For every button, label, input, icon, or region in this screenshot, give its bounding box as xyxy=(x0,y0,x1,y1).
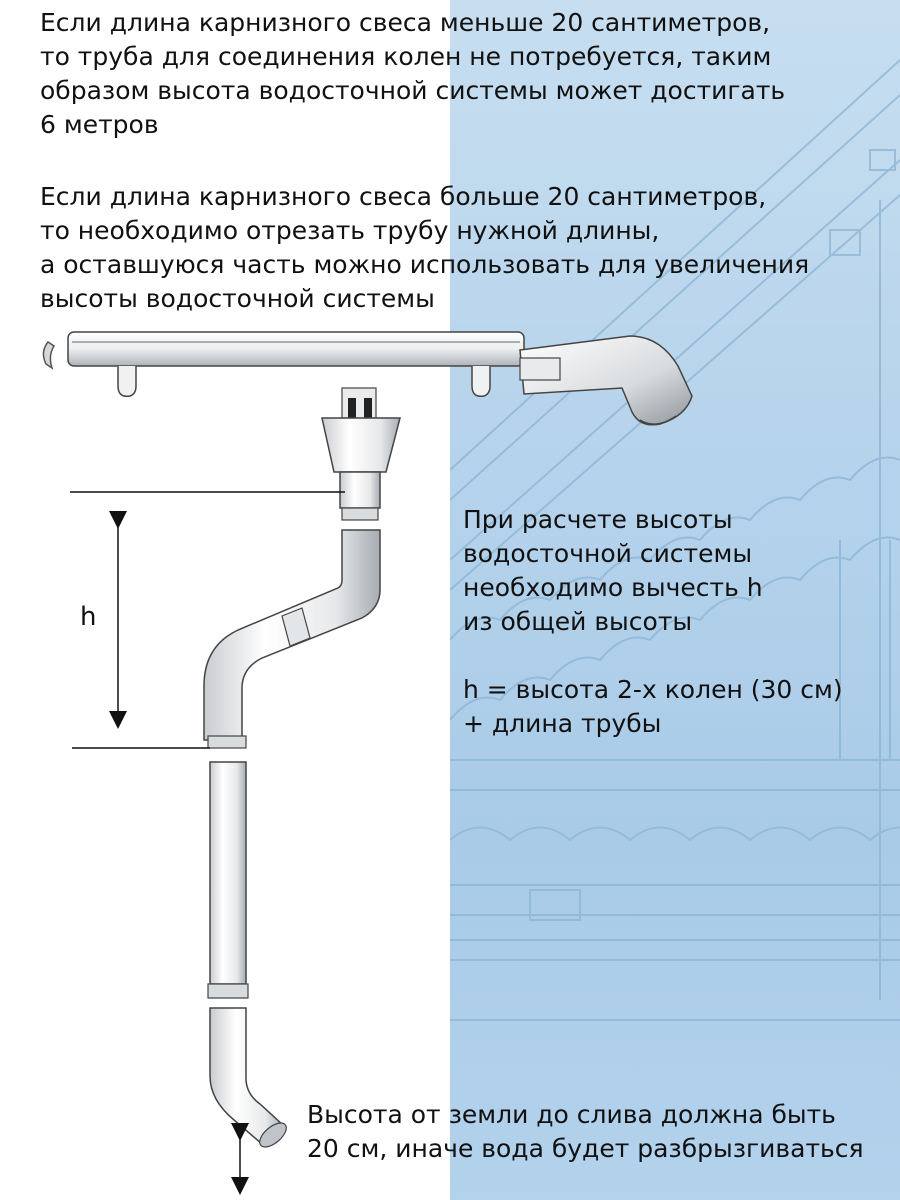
downpipe xyxy=(208,762,248,998)
formula-line: + длина трубы xyxy=(463,709,662,738)
text-line: 20 см, иначе вода будет разбрызгиваться xyxy=(307,1134,864,1163)
formula-line: h = высота 2-х колен (30 см) xyxy=(463,675,843,704)
top-paragraph-1 xyxy=(40,6,785,142)
text-line: то необходимо отрезать трубу нужной длины, xyxy=(40,216,660,245)
bottom-outlet xyxy=(210,1008,290,1151)
top-paragraph-2 xyxy=(40,180,809,316)
text-line: высоты водосточной системы xyxy=(40,284,435,313)
middle-note xyxy=(463,503,843,741)
text-line: При расчете высоты xyxy=(463,505,733,534)
text-line: а оставшуюся часть можно использовать для увеличения xyxy=(40,250,810,279)
offset-pipe xyxy=(204,530,380,748)
bottom-note xyxy=(307,1098,864,1166)
text-line: Если длина карнизного свеса больше 20 сантиметров, xyxy=(40,182,767,211)
text-line: водосточной системы xyxy=(463,539,753,568)
h-label: h xyxy=(80,602,97,632)
text-line: Если длина карнизного свеса меньше 20 сантиметров, xyxy=(40,8,771,37)
text-line: Высота от земли до слива должна быть xyxy=(307,1100,836,1129)
text-line: то труба для соединения колен не потребуется, таким xyxy=(40,42,772,71)
text-line: из общей высоты xyxy=(463,607,693,636)
funnel xyxy=(322,388,400,520)
text-line: 6 метров xyxy=(40,110,159,139)
text-line: необходимо вычесть h xyxy=(463,573,763,602)
text-line: образом высота водосточной системы может достигать xyxy=(40,76,786,105)
